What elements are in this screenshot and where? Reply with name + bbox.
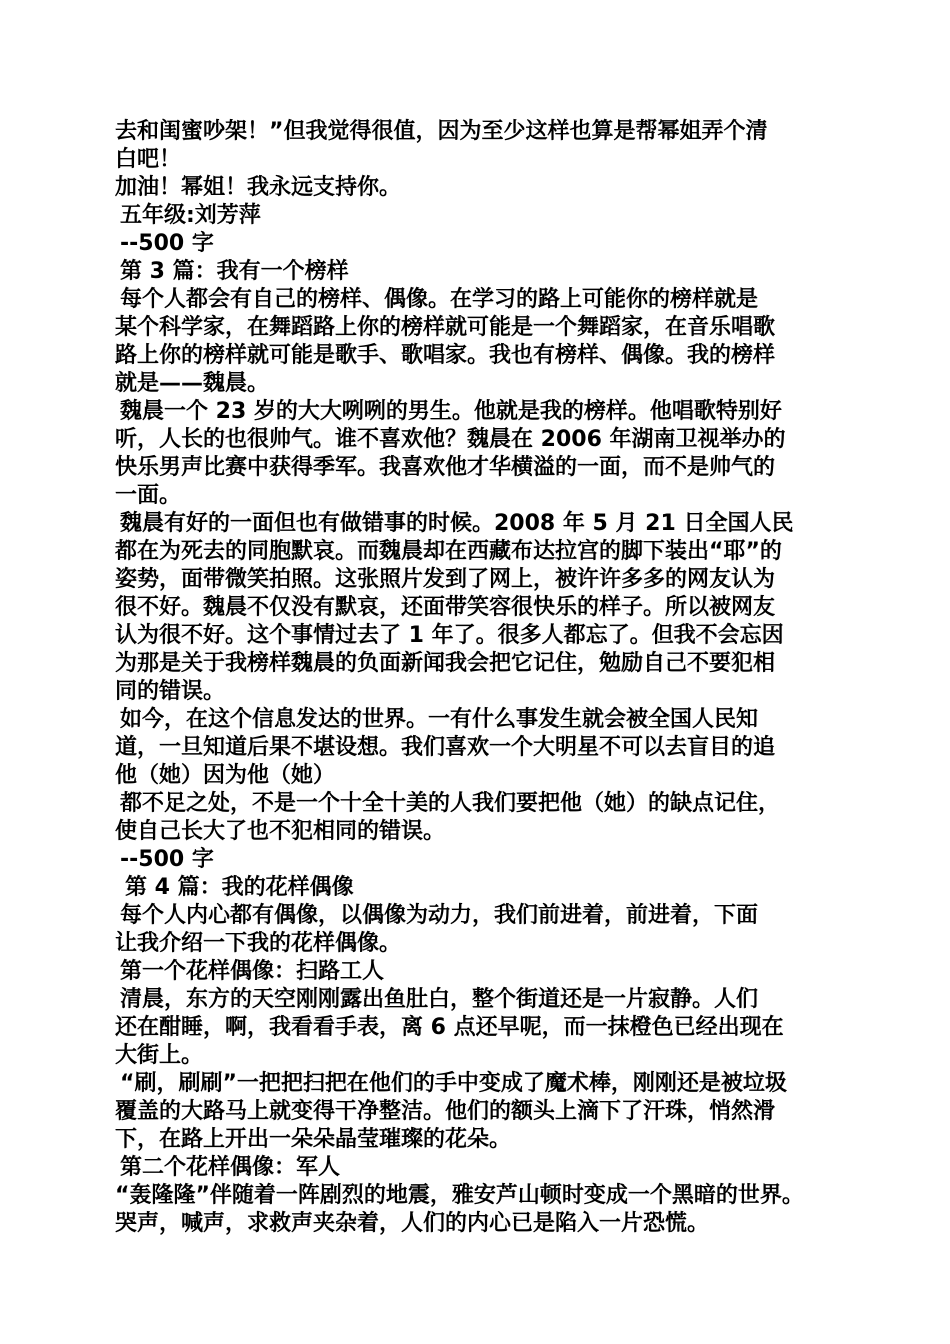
text-line: 魏晨一个 23 岁的大大咧咧的男生。他就是我的榜样。他唱歌特别好: [120, 399, 782, 424]
text-line: 覆盖的大路马上就变得干净整洁。他们的额头上滴下了汗珠，悄然滑: [115, 1099, 776, 1124]
text-line: 下，在路上开出一朵朵晶莹璀璨的花朵。: [115, 1127, 512, 1152]
subheading: 第一个花样偶像：扫路工人: [120, 959, 385, 984]
word-count: --500 字: [120, 231, 214, 256]
text-line: 同的错误。: [115, 679, 226, 704]
text-line: 去和闺蜜吵架！”但我觉得很值，因为至少这样也算是帮幂姐弄个清: [115, 119, 768, 144]
text-line: 某个科学家，在舞蹈路上你的榜样就可能是一个舞蹈家，在音乐唱歌: [115, 315, 776, 340]
text-line: 就是——魏晨。: [115, 371, 270, 396]
text-line: 如今，在这个信息发达的世界。一有什么事发生就会被全国人民知: [120, 707, 759, 732]
author-line: 五年级:刘芳萍: [120, 203, 261, 228]
word-count: --500 字: [120, 847, 214, 872]
text-line: 姿势，面带微笑拍照。这张照片发到了网上，被许许多多的网友认为: [115, 567, 776, 592]
text-line: 大街上。: [115, 1043, 204, 1068]
text-line: 加油！幂姐！我永远支持你。: [115, 175, 402, 200]
text-line: 一面。: [115, 483, 182, 508]
section-heading: 第 3 篇：我有一个榜样: [120, 259, 349, 284]
text-line: “轰隆隆”伴随着一阵剧烈的地震，雅安芦山顿时变成一个黑暗的世界。: [115, 1183, 804, 1208]
text-line: 都在为死去的同胞默哀。而魏晨却在西藏布达拉宫的脚下装出“耶”的: [115, 539, 782, 564]
subheading: 第二个花样偶像：军人: [120, 1155, 341, 1180]
text-line: 认为很不好。这个事情过去了 1 年了。很多人都忘了。但我不会忘因: [115, 623, 784, 648]
text-line: 使自己长大了也不犯相同的错误。: [115, 819, 446, 844]
text-line: “刷，刷刷”一把把扫把在他们的手中变成了魔术棒，刚刚还是被垃圾: [120, 1071, 787, 1096]
text-line: 道，一旦知道后果不堪设想。我们喜欢一个大明星不可以去盲目的追: [115, 735, 776, 760]
text-line: 还在酣睡，啊，我看看手表，离 6 点还早呢，而一抹橙色已经出现在: [115, 1015, 784, 1040]
text-line: 每个人内心都有偶像，以偶像为动力，我们前进着，前进着，下面: [120, 903, 759, 928]
text-line: 路上你的榜样就可能是歌手、歌唱家。我也有榜样、偶像。我的榜样: [115, 343, 776, 368]
text-line: 都不足之处，不是一个十全十美的人我们要把他（她）的缺点记住，: [120, 791, 781, 816]
text-line: 哭声，喊声，求救声夹杂着，人们的内心已是陷入一片恐慌。: [115, 1211, 710, 1236]
text-line: 魏晨有好的一面但也有做错事的时候。2008 年 5 月 21 日全国人民: [120, 511, 794, 536]
text-line: 为那是关于我榜样魏晨的负面新闻我会把它记住，勉励自己不要犯相: [115, 651, 776, 676]
text-line: 每个人都会有自己的榜样、偶像。在学习的路上可能你的榜样就是: [120, 287, 759, 312]
text-line: 他（她）因为他（她）: [115, 763, 336, 788]
text-line: 快乐男声比赛中获得季军。我喜欢他才华横溢的一面，而不是帅气的: [115, 455, 776, 480]
text-line: 听，人长的也很帅气。谁不喜欢他？魏晨在 2006 年湖南卫视举办的: [115, 427, 786, 452]
document-page: [115, 118, 840, 1238]
text-line: 清晨，东方的天空刚刚露出鱼肚白，整个街道还是一片寂静。人们: [120, 987, 759, 1012]
text-line: 让我介绍一下我的花样偶像。: [115, 931, 402, 956]
text-line: 白吧！: [115, 147, 182, 172]
section-heading: 第 4 篇：我的花样偶像: [125, 875, 354, 900]
text-line: 很不好。魏晨不仅没有默哀，还面带笑容很快乐的样子。所以被网友: [115, 595, 776, 620]
